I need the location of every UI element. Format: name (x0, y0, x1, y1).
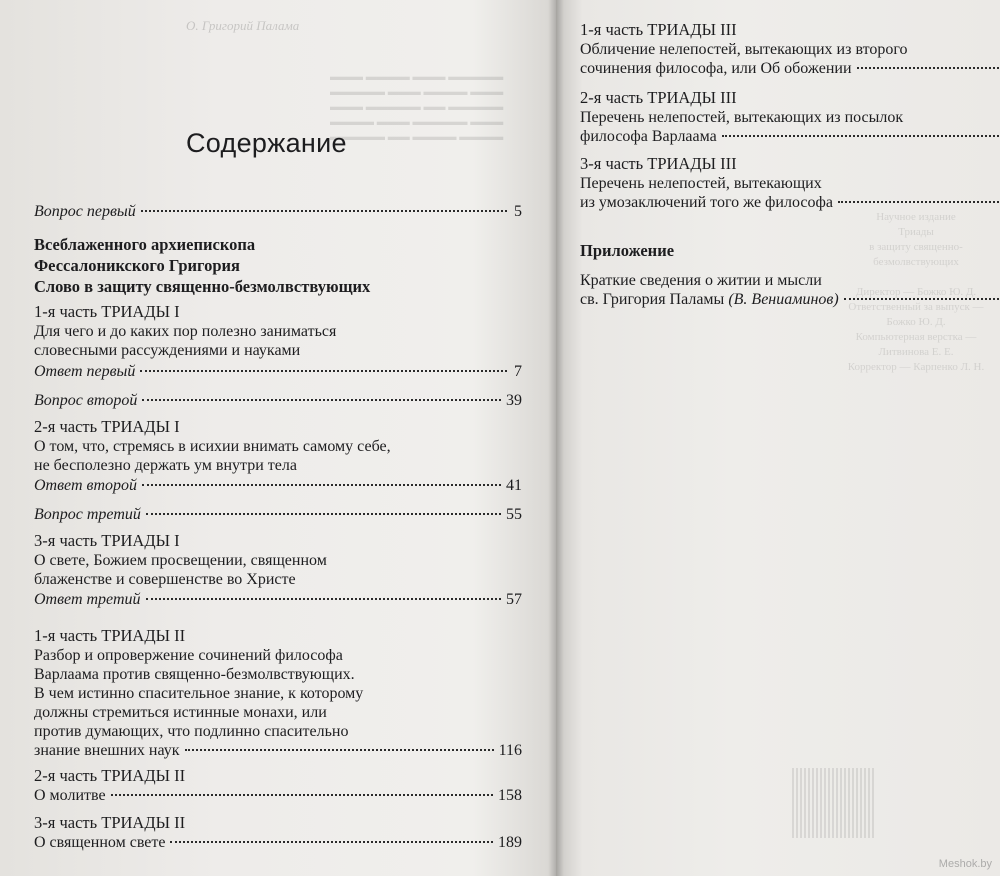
toc-entry-triad-2-part-3 (34, 833, 522, 853)
toc-entry-appendix (580, 290, 1000, 310)
toc-entry-label: Ответ второй (34, 477, 137, 494)
watermark: Meshok.by (938, 858, 992, 870)
section-text-line: Обличение нелепостей, вытекающих из второго (580, 41, 908, 58)
section-part-title: 2-я часть ТРИАДЫ III (580, 88, 737, 107)
work-title-line: Всеблаженного архиепископа (34, 235, 256, 254)
toc-entry-label: Вопрос первый (34, 203, 136, 220)
appendix-title: Приложение (580, 241, 675, 260)
toc-entry-label: из умозаключений того же философа (580, 194, 833, 211)
toc-entry-triad-3-part-3 (580, 193, 1000, 213)
dot-leader (170, 841, 493, 843)
page-number: 41 (506, 477, 522, 494)
page-number: 116 (498, 742, 522, 759)
section-text-line: Для чего и до каких пор полезно заниматься (34, 323, 337, 340)
book-spine-shadow (548, 0, 564, 876)
section-part-title: 3-я часть ТРИАДЫ II (34, 813, 186, 832)
section-text-line: О том, что, стремясь в исихии внимать самому себе, (34, 438, 391, 455)
toc-entry-triad-3-part-1 (580, 59, 1000, 79)
page-number: 39 (506, 392, 522, 409)
page-number: 189 (498, 834, 522, 851)
toc-entry-label: Вопрос второй (34, 392, 138, 409)
bleed-through-barcode (792, 768, 874, 838)
toc-entry-triad-3-part-2 (580, 127, 1000, 147)
toc-entry-label: философа Варлаама (580, 128, 717, 145)
toc-entry-answer-2 (34, 476, 522, 496)
toc-entry-label (580, 290, 839, 310)
dot-leader (140, 370, 507, 372)
toc-entry-label: Ответ первый (34, 363, 136, 380)
section-text-line: блаженстве и совершенстве во Христе (34, 571, 296, 588)
dot-leader (142, 484, 501, 486)
work-title-line: Слово в защиту священно-безмолвствующих (34, 277, 371, 296)
toc-entry-answer-3 (34, 590, 522, 610)
right-page (556, 0, 1000, 876)
dot-leader (857, 67, 1000, 69)
toc-entry-question-1 (34, 202, 522, 222)
section-text-line: Разбор и опровержение сочинений философа (34, 647, 343, 664)
bleed-through-imprint: Научное издание Триады в защиту священно-безмолвствующих Директор — Божко Ю. Д. Ответственный за выпуск — Божко Ю. Д. Компьютерная верстка — Литвинова Е. Е. Корректор — Карпенко Л. Н. (847, 211, 985, 373)
page-number: 55 (506, 506, 522, 523)
section-text-line: О свете, Божием просвещении, священном (34, 552, 327, 569)
dot-leader (722, 135, 1000, 137)
appendix-subject: св. Григория Паламы (580, 291, 729, 308)
section-text-line: Перечень нелепостей, вытекающих (580, 175, 822, 192)
section-part-title: 1-я часть ТРИАДЫ I (34, 302, 180, 321)
dot-leader (185, 749, 494, 751)
section-part-title: 1-я часть ТРИАДЫ III (580, 20, 737, 39)
page-number: 5 (514, 203, 522, 220)
section-text-line: В чем истинно спасительное знание, к которому (34, 685, 364, 702)
work-title-line: Фессалоникского Григория (34, 256, 240, 275)
section-part-title: 3-я часть ТРИАДЫ III (580, 154, 737, 173)
dot-leader (142, 399, 501, 401)
section-part-title: 2-я часть ТРИАДЫ I (34, 417, 180, 436)
toc-entry-label: Ответ третий (34, 591, 141, 608)
contents-heading: Содержание (186, 128, 347, 158)
appendix-author: (В. Вениаминов) (728, 291, 839, 308)
toc-entry-label: знание внешних наук (34, 742, 180, 759)
section-text-line: против думающих, что подлинно спасительно (34, 723, 349, 740)
toc-entry-label: О молитве (34, 787, 106, 804)
dot-leader (146, 513, 501, 515)
dot-leader (141, 210, 507, 212)
toc-entry-question-3 (34, 505, 522, 525)
section-text-line: не бесполезно держать ум внутри тела (34, 457, 297, 474)
toc-entry-triad-2-part-1 (34, 741, 522, 761)
section-part-title: 1-я часть ТРИАДЫ II (34, 626, 186, 645)
toc-entry-answer-1 (34, 362, 522, 382)
toc-entry-triad-2-part-2 (34, 786, 522, 806)
section-text-line: Краткие сведения о житии и мысли (580, 272, 822, 289)
section-text-line: должны стремиться истинные монахи, или (34, 704, 327, 721)
toc-entry-label: сочинения философа, или Об обожении (580, 60, 852, 77)
section-text-line: Варлаама против священно-безмолвствующих. (34, 666, 355, 683)
toc-entry-question-2 (34, 391, 522, 411)
toc-entry-label: О священном свете (34, 834, 166, 851)
page-number: 158 (498, 787, 522, 804)
dot-leader (111, 794, 493, 796)
section-part-title: 3-я часть ТРИАДЫ I (34, 531, 180, 550)
section-part-title: 2-я часть ТРИАДЫ II (34, 766, 186, 785)
toc-entry-label: Вопрос третий (34, 506, 141, 523)
page-number: 57 (506, 591, 522, 608)
section-text-line: Перечень нелепостей, вытекающих из посылок (580, 109, 904, 126)
bleed-through-header: О. Григорий Палама (186, 18, 300, 33)
dot-leader (146, 598, 502, 600)
dot-leader (844, 298, 1000, 300)
page-number: 7 (514, 363, 522, 380)
dot-leader (838, 201, 1000, 203)
bleed-through-text: ▬▬▬ ▬▬▬▬ ▬▬▬ ▬▬▬▬▬ ▬▬▬▬▬ ▬▬▬ ▬▬▬▬ ▬▬▬ ▬▬▬ ▬▬▬▬▬ ▬▬ ▬▬▬▬▬ ▬▬▬▬ ▬▬▬ ▬▬▬▬▬ ▬▬▬ ▬▬▬▬▬ ▬▬ ▬▬▬▬ ▬▬▬▬ (330, 71, 504, 143)
section-text-line: словесными рассуждениями и науками (34, 342, 301, 359)
